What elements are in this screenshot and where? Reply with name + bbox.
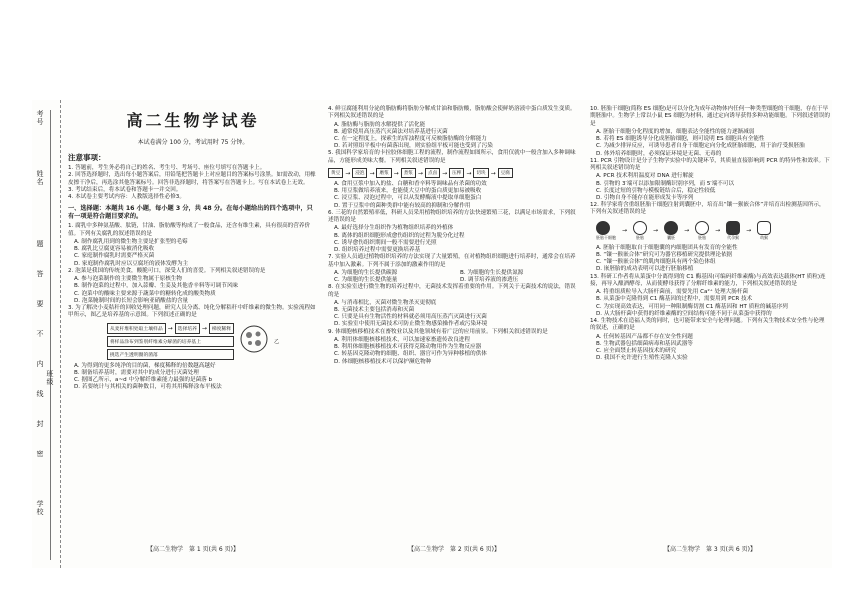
embryo-icon: [633, 221, 647, 235]
flow-step: 从麦秆堆积处取土壤样品: [107, 323, 166, 334]
option: C. 泡菜中的酸味主要来源于蔬菜中的糖转化成的酸类物质: [74, 290, 216, 297]
blastocyst-icon: [664, 221, 678, 235]
question: [328, 254, 580, 284]
option: C. 在一定程度上，探索生的浑浊程度可反映脂肪酶的分解能力: [334, 136, 487, 142]
binding-line: [50, 110, 51, 560]
option: D. 家庭制作腐乳时应以豆腐坯的液体发酵为主: [74, 260, 189, 267]
option: B. 用豆浆做培养液来，也能使大豆中的蛋白质更加易被吸收: [334, 188, 482, 195]
option: B. 离体的组织细胞形成愈伤组织的过程为脱分化过程: [334, 232, 465, 239]
question: [590, 318, 830, 362]
binding-label: 答: [36, 270, 44, 278]
arrow-icon: →: [622, 227, 628, 235]
option: A. PCR 技术利用温度对 DNA 进行解旋: [596, 173, 694, 180]
option: A. 为得到的更多纯净的目的菌，梯度稀释的倍数越高越好: [74, 362, 216, 369]
notice-heading: 注意事项：: [68, 153, 106, 162]
question: [68, 268, 318, 305]
binding-label: 考号: [36, 110, 44, 126]
option: B. 生物武器包括细菌病毒和基因武器等: [596, 340, 693, 347]
flow-step: 豆腐: [498, 168, 513, 178]
option: D. 泡菜腌制时间的长短会影响亚硝酸盐的含量: [74, 297, 189, 304]
arrow-icon: →: [369, 169, 375, 177]
q5-flow-diagram: [328, 168, 580, 178]
option: D. 若要统计与其相关的菌种数目，可将其用稀释涂布平板法: [74, 384, 222, 391]
question-stem: 10. 胚胎干细胞(简称 ES 细胞)是可以分化为成年动物体内任何一种类型细胞的干细胞，存在于早期胚胎中。生物学上常以小鼠 ES 细胞为材料，通过定向诱导获得多种功能细胞。下列叙述错误的是: [590, 106, 830, 127]
binding-margin: [32, 100, 61, 568]
option: B. 腐乳比豆腐更容易被消化吸收: [74, 246, 155, 253]
column-3: [590, 100, 830, 555]
arrow-icon: →: [715, 227, 721, 235]
question-stem: 7. 实验人员通过植物组织培养的方法实现了大量繁殖，在对植物组织细胞进行培养时，通常会在培养基中加入激素。下列不属于添加的激素作用的是: [328, 254, 576, 268]
option: B. 利用体细胞核移植技术可获得克隆动物用作为生物反应器: [334, 344, 482, 351]
q12-diagram: [596, 221, 824, 241]
question-stem: 5. 我国科学家培育的卡拉胶体细胞工程的流程，制作流程如图所示，食用仅就中一般含加入多种调味品，方能形成美味大餐。下列相关叙述错误的是: [328, 150, 576, 164]
exam-note: 本试卷满分 100 分，考试用时 75 分钟。: [137, 139, 249, 146]
option: D. 从大肠杆菌中获得的纤维素酶的空间结构可能不同于从菜蛋中获得的: [596, 310, 772, 317]
option: B. “镶一猴嵌合体”研究可为器官移植研究提供理论依据: [596, 251, 733, 258]
binding-label: 班级: [46, 370, 54, 386]
flow-step: 将样品涂布到鉴别纤维素分解菌的培养基上: [107, 336, 234, 347]
question-stem: 4. 鲜豆腐能利用分泌的脂肪酶将脂肪分解成甘油和脂肪酸，脂肪酸会使鲜奶溶液中蛋白质发生变质。下列相关叙述错误的是: [328, 106, 576, 120]
arrow-icon: →: [746, 227, 752, 235]
arrow-icon: →: [442, 169, 448, 177]
option: C. 转基因克隆动物的细胞、组织、器官可作为异种移植的供体: [334, 351, 487, 358]
question-stem: 13. 科研工作者将从菜蛋中分离得到的 C1 酶基因(可编码纤维素酶)与高效表达载体(HT 质粒)连接，再导入酿酒酵母，从而使酵母获得了分解纤维素的能力，下列相关叙述错误的是: [590, 273, 826, 287]
monkey-icon: [757, 221, 771, 235]
option: A. 食用豆浆中加入的盐、白糖和香辛料等调味品有杀菌的功效: [334, 181, 487, 187]
option: A. 将重组质粒导入大肠杆菌前，需要先用 Ca²⁺ 处理大肠杆菌: [596, 289, 749, 296]
diagram-label: 囊胚: [667, 234, 676, 240]
binding-label: 姓名: [36, 170, 44, 186]
arrow-icon: →: [490, 169, 496, 177]
column-1: [68, 100, 318, 555]
option: D. 体外培养细胞时，必须保证环境是无菌、无毒的: [596, 150, 722, 157]
section-1-heading: 一、选择题：本题共 16 小题，每小题 3 分，共 48 分。在每小题给出的四个选项中，只有一项是符合题目要求的。: [68, 205, 313, 221]
question-stem: 9. 体细胞核移植技术在畜牧业以及其他领域有着广泛的应用前景。下列相关叙述错误的是: [328, 328, 548, 335]
option: A. 利用体细胞核移植技术，可以加速家畜遗传改良进程: [334, 336, 470, 343]
option: A. 任何转基因产品都不存在安全性问题: [596, 333, 693, 340]
flow-step: 切块: [473, 168, 488, 178]
binding-label: 线: [36, 390, 44, 398]
notice-item: 4. 本试卷主要考试内容：人教版选择性必修3。: [68, 194, 185, 201]
arrow-icon: →: [201, 324, 207, 332]
option: B. 为细胞的生长提供氮源: [460, 269, 524, 276]
flow-step: 点卤: [425, 168, 440, 178]
option: D. 若对照组平板中有菌落出现，则实验组平板可能也受到了污染: [334, 143, 493, 150]
diagram-label: 胚胎干细胞: [596, 234, 616, 240]
page-footer: 【高二生物学 第 1 页(共 6 页)】: [147, 546, 239, 553]
option: D. 调节培养液的渗透压: [460, 277, 519, 284]
flow-step: 煮浆: [401, 168, 416, 178]
option: B. 制作泡菜的过程中，加入蒜瓣、生姜及其他香辛料等可调节风味: [74, 283, 239, 290]
option: B. 引物的 3′端可以添加限制酶识别序列，而 5′端不可以: [596, 180, 735, 187]
option: D. 实验室中使用无菌技术可防止微生物感染操作者或污染环境: [334, 321, 488, 328]
option: C. 浸豆浆、浸泡过程中，可以从发酵酶液中提取单细胞蛋白: [334, 195, 482, 202]
option: A. 脂肪酶与脂肪的水解提供了活化能: [334, 121, 426, 128]
option: C. 据图乙所示，a~d 中分解纤维素能力最强的是菌落 b: [74, 377, 213, 383]
binding-label: 不: [36, 330, 44, 338]
option: D. 我国不允许进行生殖性克隆人实验: [596, 355, 688, 362]
diagram-label: 胚胎: [698, 234, 707, 240]
question-stem: 8. 在实验室进行微生物的培养过程中，无菌技术发挥着重要的作用。下列关于无菌技术的说法，错误的是: [328, 284, 576, 298]
arrow-icon: →: [393, 169, 399, 177]
option: A. 胚胎干细胞分化程度的增加，细胞表达全能性的能力逐渐减弱: [596, 128, 755, 135]
binding-label: 内: [36, 360, 44, 368]
question-stem: 3. 为了解决小麦秸秆的回收处理问题，研究人员分离、纯化分解秸秆中纤维素的微生物。实验流程如甲所示，图乙是培养基的示意图。下列叙述正确的是: [68, 305, 316, 319]
question-stem: 6. 三花的自然繁殖率低，科研人员采用植物组织培养的方法快速繁殖三花，以满足市场需求，下列叙述错误的是: [328, 209, 576, 224]
question: [328, 284, 580, 328]
panel-label: 乙: [274, 338, 280, 345]
question: [590, 158, 830, 202]
arrow-icon: →: [167, 324, 173, 332]
question-stem: 14. 生物技术在造福人类的同时，也可能带来安全与伦理问题。下列有关生物技术安全性与伦理的叙述，正确的是: [590, 317, 825, 332]
question: [590, 274, 830, 318]
option: D. 引物自身不能存在能形成发卡等序列: [596, 194, 694, 201]
question: [68, 223, 318, 267]
question: [590, 202, 830, 273]
arrow-icon: →: [466, 169, 472, 177]
option: C. 为细胞的生长提供能量: [334, 277, 398, 284]
arrow-icon: →: [653, 227, 659, 235]
option: C. 只要是具有生物活性的材料就必须用高压蒸汽灭菌进行灭菌: [334, 314, 487, 321]
question: [590, 106, 830, 158]
flow-step: 浸泡: [352, 168, 367, 178]
option: B. 制备培养基时，需要对其中的成分进行灭菌处理: [74, 369, 199, 376]
flow-step: 磨浆: [376, 168, 391, 178]
binding-label: 封: [36, 420, 44, 428]
binding-label: 题: [36, 240, 44, 248]
question: [328, 106, 580, 150]
column-2: [328, 100, 580, 555]
option: A. 最好选择分生组织作为植物组织培养的外植体: [334, 225, 454, 232]
option: A. 制作腐乳用到的微生物主要是扩张型的毛霉: [74, 239, 188, 246]
option: C. 为减少排异反应，可诱导患者自身干细胞定向分化成胚胎细胞，用于治疗受损胚胎: [596, 143, 805, 150]
option: D. 嵌胚胎的成功表明可以进行胚胎移植: [596, 266, 694, 273]
question: [328, 210, 580, 254]
flow-step: 选择培养: [175, 323, 200, 334]
option: C. 长度过短的引物与模板链结合后，稳定性较低: [596, 187, 716, 194]
arrow-icon: →: [684, 227, 690, 235]
embryo-icon: [695, 221, 709, 235]
page-footer: 【高二生物学 第 2 页(共 6 页)】: [408, 546, 500, 553]
flow-step: 压榨: [449, 168, 464, 178]
option: A. 胚胎干细胞取自于细胞囊的内细胞团具有发育的全能性: [596, 244, 738, 251]
arrow-icon: →: [417, 169, 423, 177]
binding-label: 要: [36, 300, 44, 308]
cell-icon: [596, 221, 610, 235]
flow-step: 梯度稀释: [209, 323, 234, 334]
question: [68, 305, 318, 391]
monkey-icon: [726, 221, 740, 235]
question-stem: 12. 科学家将含重组胚胎干细胞注射到囊胚中，培育出“镶一猴嵌合体”并培育出检测基因所示，下列有关叙述错误的是: [590, 202, 825, 216]
option: B. 从菜蛋中克隆得到 C1 酶基因的过程中，需要用到 PCR 技术: [596, 296, 753, 303]
exam-title: 高二生物学试卷: [126, 111, 260, 130]
notice-item: 1. 答题前，考生务必将自己的姓名、考生号、考场号、座位号填写在答题卡上。: [68, 165, 266, 171]
diagram-label: 代孕猴: [727, 234, 740, 240]
notice-item: 3. 考试结束后，将本试卷和答题卡一并交回。: [68, 186, 182, 193]
page-footer: 【高二生物学 第 3 页(共 6 页)】: [664, 546, 756, 553]
option: B. 无菌技术主要包括消毒和灭菌: [334, 307, 415, 314]
option: C. 家庭制作腐乳时需要严格灭菌: [74, 253, 155, 260]
flow-step: 挑选产生透明圈的菌落: [107, 349, 234, 360]
option: C. 为实现高效表达，可用同一种限制酶切割 C1 酶基因和 HT 质粒的碱基序列: [596, 303, 788, 310]
petri-dish-diagram: [238, 324, 270, 358]
option: A. 参与泡菜制作的主要微生物属于原核生物: [74, 276, 182, 283]
option: B. 通常使用高压蒸汽灭菌法对培养基进行灭菌: [334, 128, 448, 135]
question-stem: 1. 腐乳中多种氨基酸、肽链，甘油、脂肪酸等构成了一般食品，还含有维生素，具有很高的营养价值。下列有关腐乳的叙述错误的是: [68, 223, 311, 237]
option: D. 组织培养过程中需要更换培养基: [334, 247, 421, 254]
flow-step: 黄豆: [328, 168, 343, 178]
binding-label: 学校: [36, 500, 44, 516]
question: [328, 150, 580, 209]
option: D. 体细胞核移植技术可以保护濒危物种: [334, 358, 432, 365]
option: D. 置于豆浆中的菌种类群中能有较高的抑制和分解作用: [334, 202, 471, 209]
question-stem: 11. PCR 引物设计是分子生物学实验中的关键环节，其质量直接影响到 PCR 的特异性和效率。下列相关叙述错误的是: [590, 157, 830, 171]
option: C. 应全面禁止转基因技术的研究: [596, 347, 677, 354]
option: A. 为细胞的生长提供碳源: [334, 269, 398, 276]
q3-flow-diagram: [68, 323, 318, 360]
option: C. 诱导愈伤组织期间一般不需要进行光照: [334, 239, 437, 246]
notice-item: 2. 回答选择题时，选出每小题答案后，用铅笔把答题卡上对应题目的答案标号涂黑。如需改动，用橡皮擦干净后，再选涂其他答案标号。回答非选择题时，将答案写在答题卡上。写在本试卷上无效。: [68, 172, 316, 186]
question-stem: 2. 泡菜是我国的传统美食，酸脆可口，深受人们的喜爱。下列相关叙述错误的是: [68, 267, 266, 274]
option: B. 若将 ES 细胞诱导分化成胚胎细胞，则可说明 ES 细胞具有全能性: [596, 136, 765, 143]
arrow-icon: →: [345, 169, 351, 177]
binding-label: 密: [36, 450, 44, 458]
question: [328, 329, 580, 366]
diagram-label: 胚胎: [636, 234, 645, 240]
option: A. 与消毒相比，灭菌对微生物杀灭更彻底: [334, 299, 437, 306]
option: C. “镶一猴嵌合体”的肌肉细胞具有两个染色体组: [596, 259, 716, 266]
exam-sheet: [32, 100, 832, 568]
diagram-label: 幼猴: [760, 234, 769, 240]
